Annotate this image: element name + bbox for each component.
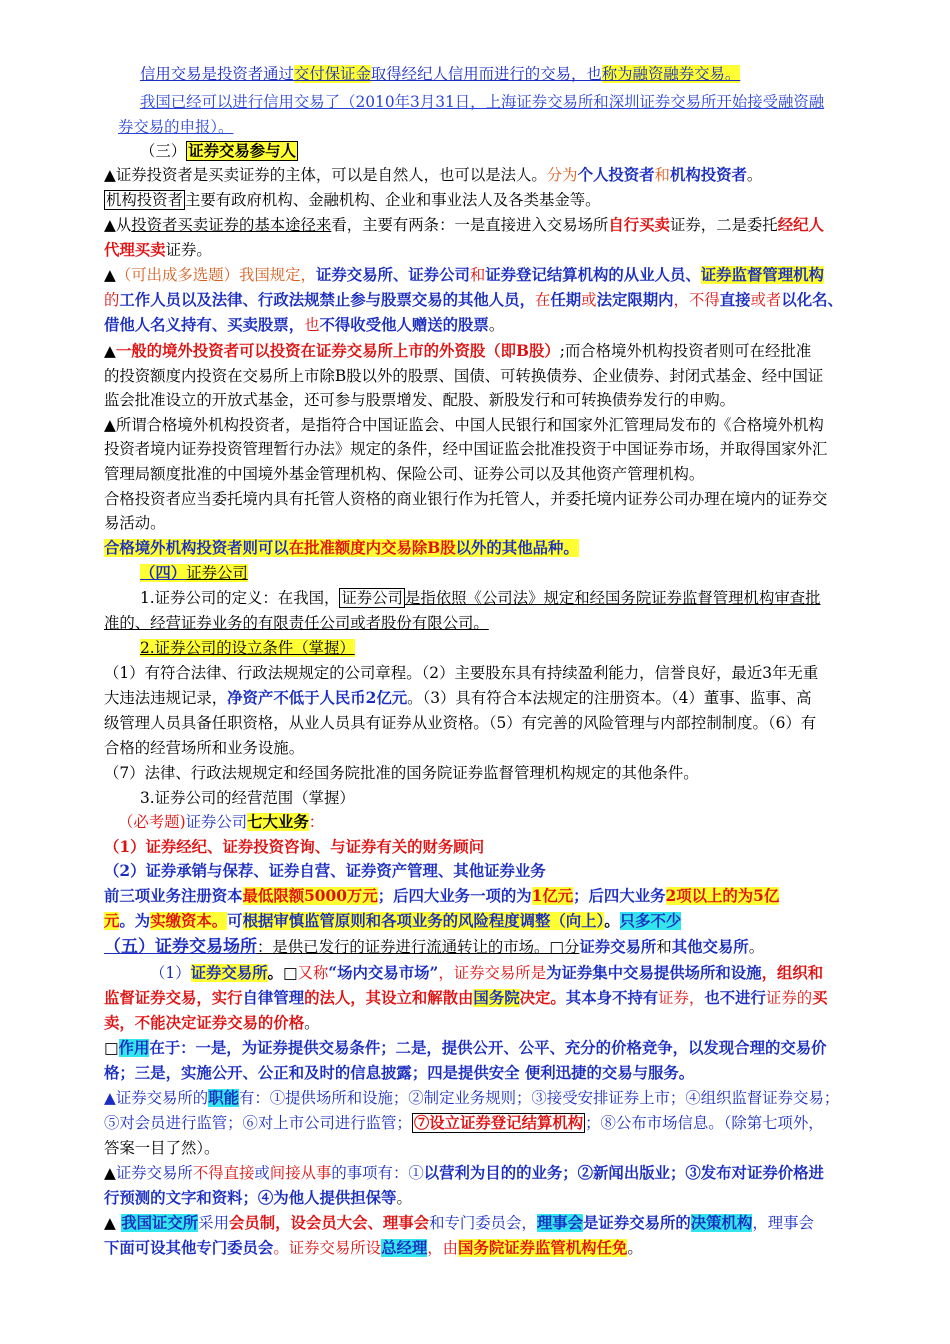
- text-run: （7）法律、行政法规规定和经国务院批准的国务院证券监督管理机构规定的其他条件。: [104, 764, 699, 782]
- text-run: 合格的经营场所和业务设施。: [104, 739, 305, 757]
- text-run: 前三项业务注册资本: [104, 887, 243, 905]
- text-run: 最低限额5000万元: [242, 887, 378, 905]
- text-run: 称为融资融券交易。: [601, 65, 741, 83]
- text-line: [104, 238, 904, 262]
- text-run: ，证券交易所是: [438, 964, 547, 982]
- text-run: 是证券交易所的: [583, 1214, 691, 1232]
- text-run: ，理事会: [752, 1214, 814, 1232]
- text-line: [104, 661, 904, 685]
- text-run: 大违法违规记录，: [104, 689, 228, 707]
- section-heading: [140, 561, 904, 585]
- text-line: [104, 364, 904, 388]
- text-run: 我国证交所: [121, 1214, 199, 1232]
- text-line: [104, 611, 904, 635]
- text-run: 和: [654, 166, 670, 184]
- text-run: 其本身不持有: [565, 989, 659, 1007]
- text-run: ;而合格境外机构投资者则可在经批准: [559, 342, 812, 360]
- text-run: ▲: [104, 1214, 122, 1232]
- text-run: （1）有符合法律、行政法规规定的公司章程。（2）主要股东具有持续盈利能力，信誉良好，最近3年无重: [104, 664, 819, 682]
- text-run: ▲: [104, 342, 116, 360]
- text-run: 券交易的申报）。: [118, 118, 234, 136]
- text-line: [104, 462, 904, 486]
- text-line: [140, 90, 904, 114]
- text-line: [104, 413, 904, 437]
- text-run: 净资产不低于人民币2亿元: [227, 689, 408, 707]
- text-run: 和: [469, 266, 486, 284]
- text-line: [104, 1161, 904, 1185]
- text-line: [104, 388, 904, 412]
- text-run: 一般的境外投资者可以投资在证券交易所上市的外资股（即B股）: [115, 342, 560, 360]
- text-run: 七大业务: [247, 813, 309, 831]
- text-line: [104, 1186, 904, 1210]
- text-run: 或: [581, 291, 597, 309]
- text-run: 工作人员以及法律、行政法规禁止参与股票交易的其他人员，: [119, 291, 535, 309]
- text-line: [104, 1011, 904, 1035]
- text-line: [140, 62, 904, 86]
- text-run: 。: [746, 166, 763, 184]
- text-run: （三）: [140, 142, 187, 160]
- text-run: 证券交易参与人: [188, 142, 296, 160]
- text-run: 实缴资本。: [150, 912, 228, 930]
- text-run: 2.证券公司的设立条件（掌握）: [140, 639, 355, 657]
- text-run: 自律管理: [242, 989, 305, 1007]
- text-run: 在于：一是，为证券提供交易条件；二是，提供公开、公平、充分的价格竞争，以发现合理的交易价: [149, 1039, 827, 1057]
- text-line: [104, 511, 904, 535]
- text-run: ▲: [104, 266, 116, 284]
- text-run: 或者: [750, 291, 782, 309]
- text-run: 。: [604, 912, 620, 930]
- text-run: ，设会员大会、理事会: [275, 1214, 430, 1232]
- text-line: [104, 1111, 904, 1135]
- text-run: 投资者境内证券投资管理暂行办法》规定的条件，经中国证监会批准投资于中国证券市场，并取得国家外汇: [104, 440, 828, 458]
- text-run: 有：①提供场所和设施；②制定业务规则；③接受安排证券上市；④组织监督证券交易；: [238, 1089, 840, 1107]
- text-run: 决定。: [519, 989, 566, 1007]
- text-run: 交付保证金: [293, 65, 371, 83]
- text-run: “场内交易市场”: [328, 964, 439, 982]
- text-run: 1亿元: [531, 887, 574, 905]
- text-run: 在批准额度内交易除B股: [288, 539, 456, 557]
- text-line: [104, 711, 904, 735]
- text-run: 合格投资者应当委托境内具有托管人资格的商业银行作为托管人，并委托境内证券公司办理在境内的证券交: [104, 490, 828, 508]
- text-run: 取得经纪人信用而进行的交易，也: [370, 65, 602, 83]
- text-run: 也: [304, 316, 320, 334]
- text-run: 。: [488, 316, 505, 334]
- text-line: [104, 163, 904, 187]
- text-run: 证券的: [765, 989, 813, 1007]
- text-run: ：是供已发行的证券进行流通转让的市场。□分: [257, 938, 580, 956]
- text-run: 其他交易所: [671, 938, 749, 956]
- text-run: □: [104, 1039, 119, 1057]
- text-run: ▲证券交易所的: [104, 1089, 209, 1107]
- text-run: 投资者买卖证券的基本途径来: [131, 216, 332, 234]
- text-run: 答案一目了然）。: [104, 1139, 220, 1157]
- text-run: ▲: [104, 1164, 116, 1182]
- text-run: 也不进行: [704, 989, 766, 1007]
- text-run: 以营利为目的的业务；②新闻出版业；③发布对证券价格进: [423, 1164, 824, 1182]
- text-run: ，不得: [673, 291, 720, 309]
- text-line: [104, 859, 904, 883]
- text-run: 主要有政府机构、金融机构、企业和事业法人及各类基金等。: [184, 191, 601, 209]
- text-run: ⑦设立证券登记结算机构: [413, 1114, 584, 1132]
- text-run: 监会批准设立的开放式基金，还可参与股票增发、配股、新股发行和可转换债券发行的申购。: [104, 391, 736, 409]
- text-run: ▲从: [104, 216, 132, 234]
- text-line: [104, 1036, 904, 1060]
- text-run: 任期: [550, 291, 582, 309]
- text-run: 格；三是，实施公开、公正和及时的信息披露；四是提供安全 便利迅捷的交易与服务。: [104, 1064, 695, 1082]
- text-line: [104, 736, 904, 760]
- text-line: [104, 437, 904, 461]
- text-line: [104, 761, 904, 785]
- text-run: ；后四大业务一项的为: [377, 887, 532, 905]
- text-run: 下面可设其他专门委员会: [104, 1239, 274, 1257]
- text-run: 以外的其他品种。: [455, 539, 579, 557]
- text-run: 的投资额度内投资在交易所上市除B股以外的股票、国债、可转换债券、企业债券、封闭式基金、经中国证: [104, 367, 824, 385]
- text-run: 证券交易所: [115, 1164, 193, 1182]
- text-run: 或: [254, 1164, 270, 1182]
- text-run: 会员制: [228, 1214, 276, 1232]
- text-run: （五）证券交易场所: [104, 937, 257, 957]
- text-run: 。（3）具有符合本法规定的注册资本。（4）董事、监事、高: [407, 689, 812, 707]
- text-run: 3.证券公司的经营范围（掌握）: [140, 789, 355, 807]
- text-run: 国务院证券监管机构任免: [458, 1239, 628, 1257]
- text-run: ：: [308, 813, 325, 831]
- text-run: 证券交易所: [190, 964, 268, 982]
- text-run: 以化名、: [781, 291, 843, 309]
- text-run: 经纪人: [777, 216, 824, 234]
- text-run: ▲所谓合格境外机构投资者，是指符合中国证监会、中国人民银行和国家外汇管理局发布的《合格境外机构: [104, 416, 824, 434]
- text-run: 。: [627, 1239, 643, 1257]
- text-run: （1）证券经纪、证券投资咨询、与证券有关的财务顾问: [104, 838, 485, 856]
- text-run: 证券公司: [185, 813, 248, 831]
- text-run: 是指依照《公司法》规定和经国务院证券监督管理机构审查批: [404, 589, 821, 607]
- text-run: ▲证券投资者是买卖证券的主体，可以是自然人，也可以是法人。: [104, 166, 547, 184]
- text-run: 机构投资者: [106, 191, 183, 209]
- text-run: 的法人，其设立和解散由: [304, 989, 474, 1007]
- text-run: 行预测的文字和资料；④为他人提供担保等: [104, 1189, 397, 1207]
- text-run: 只多不少: [619, 912, 682, 930]
- text-run: 证券交易所、证券公司: [315, 266, 470, 284]
- text-run: 代理买卖: [104, 241, 166, 259]
- text-line: [140, 586, 904, 610]
- text-line: [104, 213, 904, 237]
- subsection-heading: [140, 786, 904, 810]
- text-line: [104, 986, 904, 1010]
- text-run: 证券公司: [341, 589, 403, 607]
- text-run: ，组织和: [761, 964, 824, 982]
- text-line: [104, 313, 904, 337]
- text-run: 机构投资者: [669, 166, 747, 184]
- text-run: 和专门委员会，: [429, 1214, 537, 1232]
- text-line: [104, 884, 904, 908]
- text-run: 法定限期内: [596, 291, 674, 309]
- text-line: [118, 115, 904, 139]
- text-run: 。证券交易所设: [273, 1239, 382, 1257]
- text-line: [104, 263, 904, 287]
- text-run: 。□: [267, 964, 298, 982]
- text-run: 买: [812, 989, 828, 1007]
- text-run: 可: [227, 912, 243, 930]
- text-run: 间接从事: [269, 1164, 332, 1182]
- text-run: 和: [656, 938, 672, 956]
- text-run: 证券。: [165, 241, 212, 259]
- section-heading: [140, 139, 904, 163]
- text-run: 易活动。: [104, 514, 166, 532]
- text-run: （可出成多选题）我国规定，: [115, 266, 316, 284]
- section-heading: [104, 935, 904, 959]
- text-line: [104, 1061, 904, 1085]
- text-run: 总经理: [381, 1239, 428, 1257]
- text-run: ；⑧公布市场信息。（除第七项外，: [585, 1114, 824, 1132]
- text-run: 我国已经可以进行信用交易了（2010年3月31日，上海证券交易所和深圳证券交易所开始接受融资融: [140, 93, 825, 111]
- text-run: 为证券集中交易提供场所和设施: [546, 964, 762, 982]
- text-run: 。: [396, 1189, 412, 1207]
- text-line: [104, 188, 904, 212]
- text-line: [104, 339, 904, 363]
- text-run: 证券公司: [186, 564, 248, 582]
- text-run: 的事项有：①: [331, 1164, 424, 1182]
- text-run: 准的、经营证券业务的有限责任公司或者股份有限公司。: [104, 614, 489, 632]
- text-line: [104, 1086, 904, 1110]
- text-run: 。: [748, 938, 765, 956]
- text-run: （1）: [150, 964, 191, 982]
- text-run: ，由: [427, 1239, 459, 1257]
- text-run: （四）: [140, 564, 187, 582]
- text-run: 1.证券公司的定义：在我国，: [140, 589, 340, 607]
- text-run: 2项以上的为5亿: [665, 887, 780, 905]
- text-line: [104, 909, 904, 933]
- text-run: （2）证券承销与保荐、证券自营、证券资产管理、其他证券业务: [104, 862, 546, 880]
- text-run: 证券登记结算机构: [485, 266, 609, 284]
- text-line: [104, 1136, 904, 1160]
- text-run: 。为: [119, 912, 151, 930]
- text-run: 看，主要有两条：一是直接进入交易场所: [331, 216, 609, 234]
- text-run: 国务院: [473, 989, 520, 1007]
- text-run: 借他人名义持有、买卖股票，: [104, 316, 305, 334]
- text-run: 证券交易所: [579, 938, 657, 956]
- text-run: 证券，: [658, 989, 705, 1007]
- text-run: ⑤对会员进行监管；⑥对上市公司进行监管；: [104, 1114, 412, 1132]
- text-line: [150, 961, 904, 985]
- text-line: [104, 686, 904, 710]
- text-run: 级管理人员具备任职资格，从业人员具有证券从业资格。（5）有完善的风险管理与内部控制制度。（6）有: [104, 714, 817, 732]
- text-run: 管理局额度批准的中国境外基金管理机构、保险公司、证券公司以及其他资产管理机构。: [104, 465, 705, 483]
- text-run: （必考题): [118, 813, 186, 831]
- text-line: [104, 835, 904, 859]
- text-run: 证券，二是委托: [669, 216, 778, 234]
- text-run: 直接: [719, 291, 751, 309]
- text-run: ；后四大业务: [573, 887, 666, 905]
- text-run: 的从业人员、: [608, 266, 701, 284]
- text-run: 又称: [297, 964, 329, 982]
- text-line: [104, 487, 904, 511]
- text-run: 不得直接: [192, 1164, 255, 1182]
- text-line: [118, 810, 904, 834]
- text-run: 合格境外机构投资者则可以: [104, 539, 289, 557]
- text-run: 。: [304, 1014, 320, 1032]
- text-run: 信用交易是投资者通过: [140, 65, 294, 83]
- text-run: 根据审慎监管原则和各项业务的风险程度调整（向上）: [242, 912, 605, 930]
- text-run: 的: [104, 291, 120, 309]
- text-run: 理事会: [536, 1214, 584, 1232]
- text-run: 监督证券交易，实行: [104, 989, 243, 1007]
- text-run: 自行买卖: [608, 216, 670, 234]
- text-run: 决策机构: [690, 1214, 753, 1232]
- text-line: [104, 288, 904, 312]
- text-run: 个人投资者: [577, 166, 655, 184]
- text-line: [104, 536, 904, 560]
- text-line: [104, 1236, 904, 1260]
- text-run: 作用: [118, 1039, 150, 1057]
- text-run: 元: [104, 912, 120, 930]
- text-run: 证券监督管理机构: [700, 266, 824, 284]
- text-run: 分为: [546, 166, 578, 184]
- text-run: 在: [534, 291, 551, 309]
- subsection-heading: [140, 636, 904, 660]
- text-line: [104, 1211, 904, 1235]
- text-run: 职能: [208, 1089, 239, 1107]
- text-run: 卖，不能决定证券交易的价格: [104, 1014, 305, 1032]
- text-run: 采用: [198, 1214, 229, 1232]
- text-run: 不得收受他人赠送的股票: [319, 316, 489, 334]
